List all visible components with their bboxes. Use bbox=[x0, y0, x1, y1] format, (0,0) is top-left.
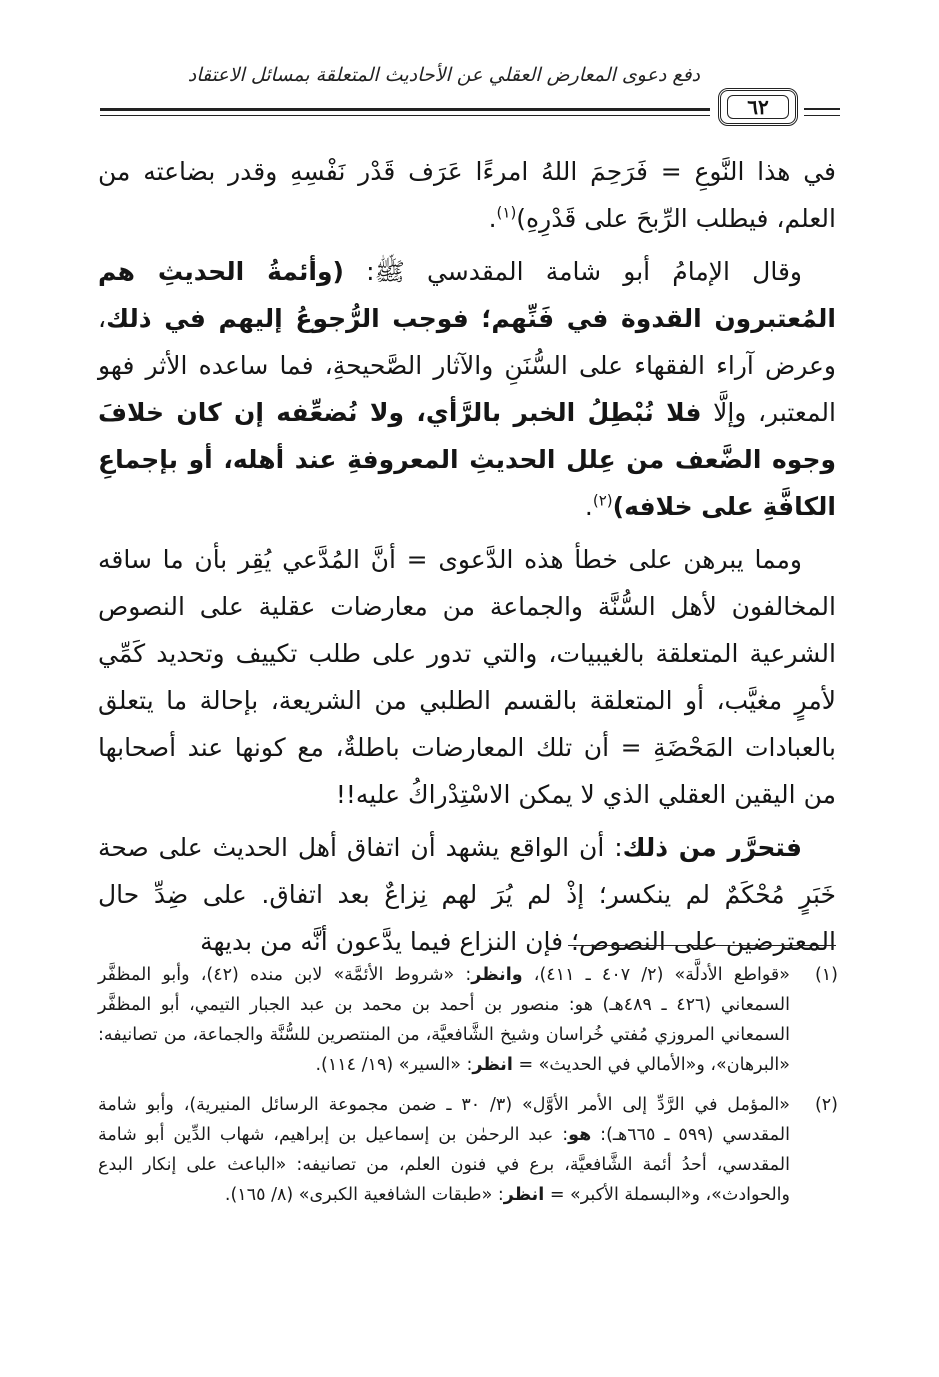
running-title: دفع دعوى المعارض العقلي عن الأحاديث المتعلقة بمسائل الاعتقاد bbox=[187, 64, 700, 86]
bold-quote: فلا نُبْطِلُ الخبر بالرَّأي، ولا نُضعِّفه إن كان خلافَ وجوه الضَّعف من عِلل الحديثِ المعروفةِ عند أهله، أو بإجماعِ الكافَّةِ على خلافه) bbox=[98, 398, 836, 521]
footnote-separator bbox=[568, 945, 836, 946]
footnote-ref-1[interactable]: (١) bbox=[496, 203, 517, 222]
footnote-text: : «شروط الأئمَّة» لابن منده (٤٢)، وأبو المظفَّر السمعاني (٤٢٦ ـ ٤٨٩هـ) هو: منصور بن أحمد بن محمد بن عبد الجبار التيمي، أبو المظفَّر السمعاني المروزي مُفتي خُراسان وشيخ الشَّافعيَّة، من المنتصرين للسُّنَّة والجماعة، من تصانيفه: «البرهان»، و«الأمالي في الحديث» = bbox=[98, 965, 790, 1075]
page-number: ٦٢ bbox=[727, 95, 789, 119]
header-rule bbox=[100, 108, 710, 111]
footnote-ref-2[interactable]: (٢) bbox=[592, 491, 613, 510]
paragraph-text: ومما يبرهن على خطأ هذه الدَّعوى = أنَّ المُدَّعي يُقِر بأن ما ساقه المخالفون لأهل السُّنَّة والجماعة من معارضات عقلية على النصوص الشرعية المتعلقة بالغيبيات، والتي تدور على طلب تكييف وتحديد كَمِّي لأمرٍ مغيَّب، أو المتعلقة بالقسم الطلبي من الشريعة، بإحالة ما يتعلق بالعبادات المَحْضَةِ = أن تلك المعارضات باطلةٌ، مع كونها عند أصحابها من اليقين العقلي الذي لا يمكن الاسْتِدْراكُ عليه!! bbox=[98, 545, 836, 809]
main-text bbox=[98, 148, 836, 965]
paragraph-text: . bbox=[488, 204, 497, 233]
paragraph-text: ، وعرض آراء الفقهاء على السُّنَنِ والآثار الصَّحيحةِ، فما ساعده الأثر فهو المعتبر، وإلَّا bbox=[98, 304, 836, 427]
header-rule-thin bbox=[100, 115, 710, 116]
footnote-number: (٢) bbox=[814, 1095, 838, 1115]
paragraph-1 bbox=[98, 148, 836, 242]
footnote-text: : «السير» (١٩/ ١١٤). bbox=[315, 1055, 473, 1075]
page-header bbox=[100, 58, 840, 130]
paragraph-4 bbox=[98, 824, 836, 965]
footnote-number: (١) bbox=[814, 965, 838, 985]
footnote-text: : عبد الرحمٰن بن إسماعيل بن إبراهيم، شهاب الدِّين أبو شامة المقدسي، أحدُ أئمة الشَّافعيَّة، برع في فنون العلم، من تصانيفه: «الباعث على إنكار البدع والحوادث»، و«البسملة الأكبر» = bbox=[98, 1125, 790, 1205]
footnote-bold: هو bbox=[568, 1125, 592, 1145]
paragraph-3 bbox=[98, 536, 836, 818]
footnote-text: «قواطع الأدلَّة» (٢/ ٤٠٧ ـ ٤١١)، bbox=[522, 965, 790, 985]
header-rule-short bbox=[804, 108, 840, 110]
paragraph-text: في هذا النَّوعِ = فَرَحِمَ اللهُ امرءًا عَرَف قَدْر نَفْسِهِ وقدر بضاعته من العلم، فيطلب الرِّبحَ على قَدْرِهِ) bbox=[98, 157, 836, 233]
footnote-text: «المؤمل في الرَّدِّ إلى الأمر الأوَّل» (٣/ ٣٠ ـ ضمن مجموعة الرسائل المنيرية)، وأبو شامة المقدسي (٥٩٩ ـ ٦٦٥هـ): bbox=[98, 1095, 790, 1145]
footnote-bold: انظر bbox=[503, 1185, 545, 1205]
footnote-2 bbox=[98, 1090, 838, 1210]
footnote-text: : «طبقات الشافعية الكبرى» (٨/ ١٦٥). bbox=[224, 1185, 504, 1205]
footnote-bold: وانظر bbox=[471, 965, 523, 985]
page-number-frame bbox=[718, 88, 798, 126]
paragraph-text: . bbox=[584, 492, 593, 521]
paragraph-text: وقال الإمامُ أبو شامة المقدسي ﷺ: bbox=[343, 257, 802, 286]
paragraph-text: : أن الواقع يشهد أن اتفاق أهل الحديث على صحة خَبَرٍ مُحْكَمٌ لم ينكسر؛ إذْ لم يُرَ لهم نِزاعٌ بعد اتفاق. على ضِدِّ حال المعترضين على النصوص؛ فإن النزاع فيما يدَّعون أنَّه من بديهة bbox=[98, 833, 836, 956]
header-rule-short-thin bbox=[804, 115, 840, 116]
bold-quote: (وأئمةُ الحديثِ هم المُعتبرون القدوة في فَنِّهم؛ فوجب الرُّجوعُ إليهم في ذلك bbox=[98, 257, 836, 333]
paragraph-2 bbox=[98, 248, 836, 530]
footnote-1 bbox=[98, 960, 838, 1080]
bold-lead: فتحرَّر من ذلك bbox=[622, 833, 802, 862]
footnote-bold: انظر bbox=[472, 1055, 513, 1075]
footnotes bbox=[98, 960, 838, 1220]
